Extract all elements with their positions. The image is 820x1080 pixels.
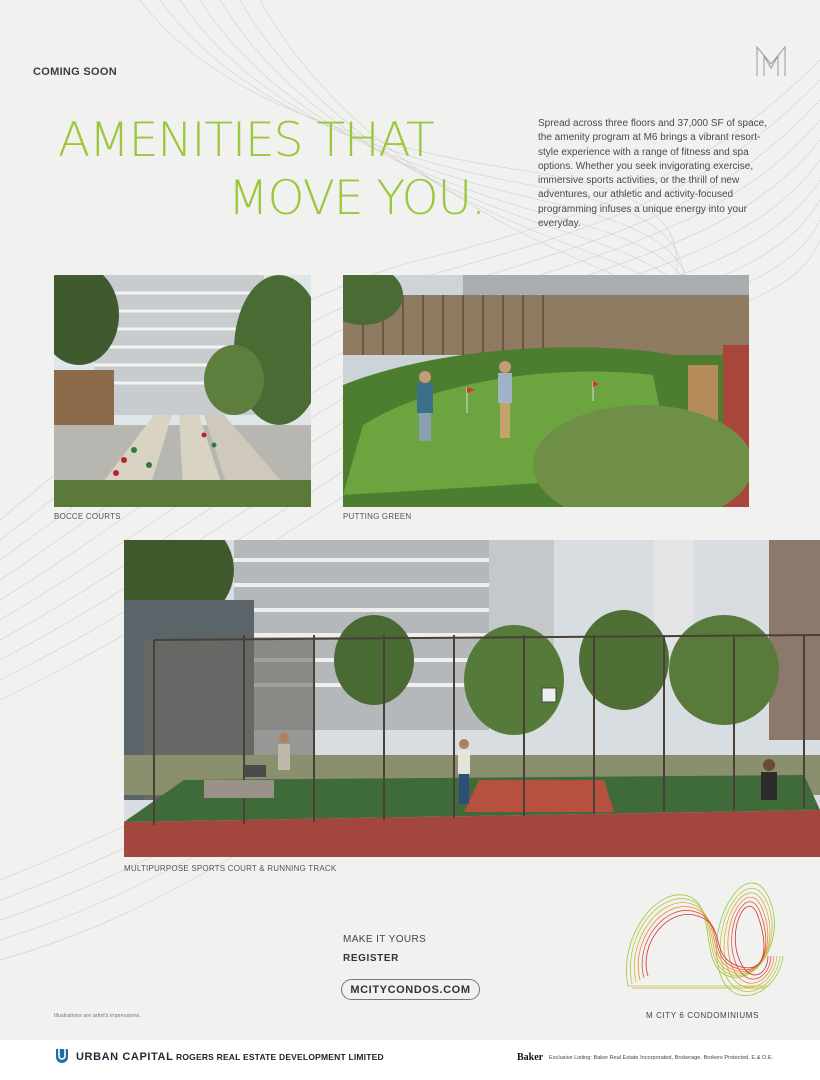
- rogers-developer-name: ROGERS REAL ESTATE DEVELOPMENT LIMITED: [176, 1052, 384, 1062]
- baker-brokerage-logo: Baker: [517, 1052, 544, 1063]
- legal-text: Exclusive Listing: Baker Real Estate Incorporated, Brokerage. Brokers Protected. E.& O.E.: [549, 1055, 774, 1061]
- headline-line-2: MOVE YOU.: [228, 171, 485, 226]
- website-url-button[interactable]: MCITYCONDOS.COM: [341, 979, 480, 1000]
- urban-capital-name: URBAN CAPITAL: [76, 1051, 174, 1063]
- intro-paragraph: Spread across three floors and 37,000 SF of space, the amenity program at M6 brings a vibrant resort-style experience with a range of fitness and spa options. Whether you seek invigorating exercise, immersive sports activities, or the thrill of new adventures, our athletic and activity-focused programming infuses a unique energy into your everyday.: [538, 118, 768, 230]
- putting-green-caption: PUTTING GREEN: [343, 512, 412, 521]
- headline-line-1: AMENITIES THAT: [58, 113, 434, 168]
- sports-court-image: [124, 540, 820, 857]
- headline: [58, 112, 528, 228]
- sports-court-caption: MULTIPURPOSE SPORTS COURT & RUNNING TRACK: [124, 864, 337, 873]
- coming-soon-label: COMING SOON: [33, 66, 117, 78]
- disclaimer-text: Illustrations are artist's impressions.: [54, 1013, 141, 1019]
- register-link[interactable]: REGISTER: [343, 953, 399, 964]
- bocce-courts-caption: BOCCE COURTS: [54, 512, 121, 521]
- project-name: M CITY 6 CONDOMINIUMS: [646, 1011, 759, 1020]
- bocce-courts-image: [54, 275, 311, 507]
- m6-ribbon-logo: [618, 876, 788, 1004]
- m-monogram-logo: [754, 44, 788, 78]
- putting-green-image: [343, 275, 749, 507]
- urban-capital-logo-icon: [55, 1048, 69, 1063]
- make-it-yours-text: MAKE IT YOURS: [343, 934, 427, 945]
